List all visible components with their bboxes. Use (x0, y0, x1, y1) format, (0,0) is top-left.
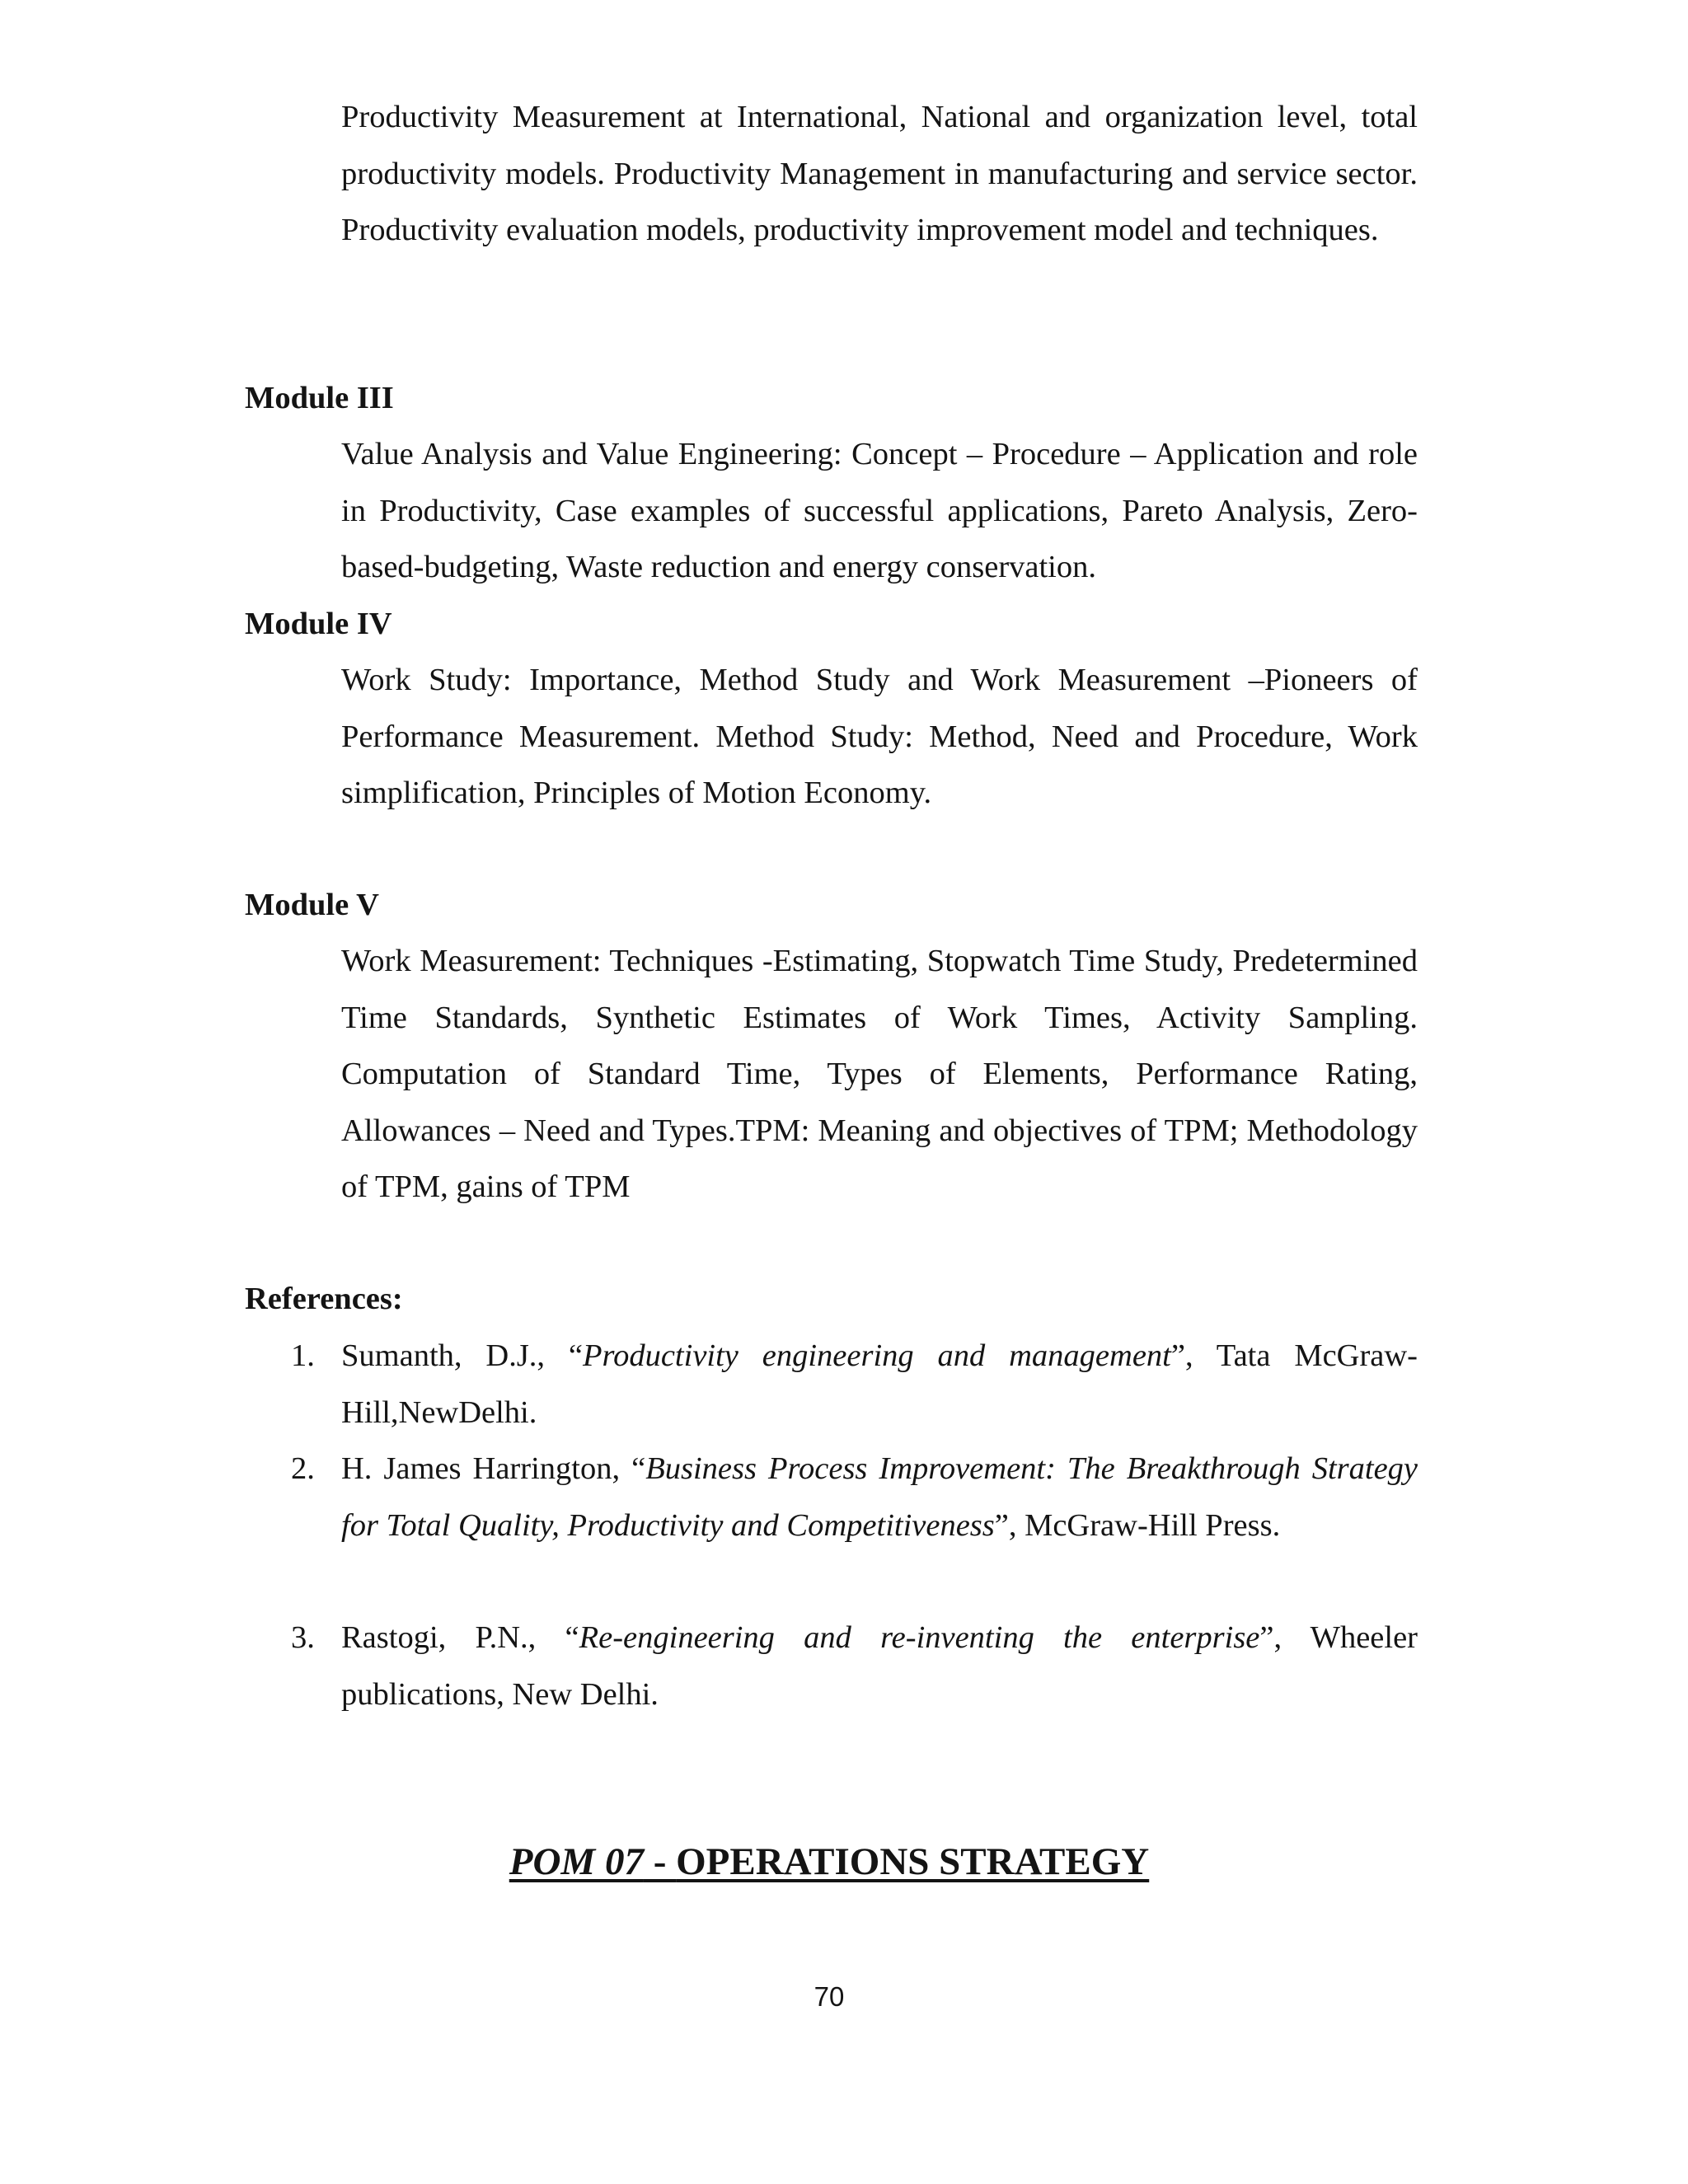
reference-number: 1. (291, 1338, 315, 1373)
module-iv-text: Work Study: Importance, Method Study and Work Measurement –Pioneers of Performance Measurement. Method Study: Method, Need and Procedure, Work simplification, Principles of Motion Economy. (341, 663, 1418, 810)
course-code: POM 07 (509, 1840, 644, 1883)
reference-number: 2. (291, 1451, 315, 1486)
references-heading: References: (245, 1282, 403, 1316)
page-number: 70 (814, 1981, 845, 2012)
reference-title: Productivity engineering and management (583, 1338, 1171, 1373)
module-v-heading: Module V (245, 888, 379, 922)
module-v-text: Work Measurement: Techniques -Estimating, Stopwatch Time Study, Predetermined Time Standards, Synthetic Estimates of Work Times, Activity Sampling. Computation of Standard Time, Types of Elements, Performance Rating, Allowances – Need and Types.TPM: Meaning and objectives of TPM; Methodology of TPM, gains of TPM (341, 944, 1418, 1204)
reference-text: H. James Harrington, “Business Process Improvement: The Breakthrough Strategy for Total Quality, Productivity and Competitiveness”, McGraw-Hill Press. (341, 1451, 1418, 1543)
reference-text: Rastogi, P.N., “Re-engineering and re-inventing the enterprise”, Wheeler publications, New Delhi. (341, 1620, 1418, 1712)
reference-title: Business Process Improvement: The Breakthrough Strategy for Total Quality, Productivity and Competitiveness (341, 1451, 1418, 1543)
intro-paragraph: Productivity Measurement at International, National and organization level, total productivity models. Productivity Management in manufacturing and service sector. Productivity evaluation models, productivity improvement model and techniques. (341, 100, 1418, 247)
module-iii-text: Value Analysis and Value Engineering: Concept – Procedure – Application and role in Productivity, Case examples of successful applications, Pareto Analysis, Zero-based-budgeting, Waste reduction and energy conservation. (341, 437, 1418, 584)
next-section-title: POM 07 - OPERATIONS STRATEGY (509, 1840, 1150, 1883)
module-iii-heading: Module III (245, 381, 394, 415)
reference-text: Sumanth, D.J., “Productivity engineering and management”, Tata McGraw-Hill,NewDelhi. (341, 1338, 1418, 1430)
module-iv-heading: Module IV (245, 607, 392, 641)
course-title: OPERATIONS STRATEGY (676, 1840, 1150, 1883)
reference-title: Re-engineering and re-inventing the enterprise (579, 1620, 1260, 1655)
reference-number: 3. (291, 1620, 315, 1655)
